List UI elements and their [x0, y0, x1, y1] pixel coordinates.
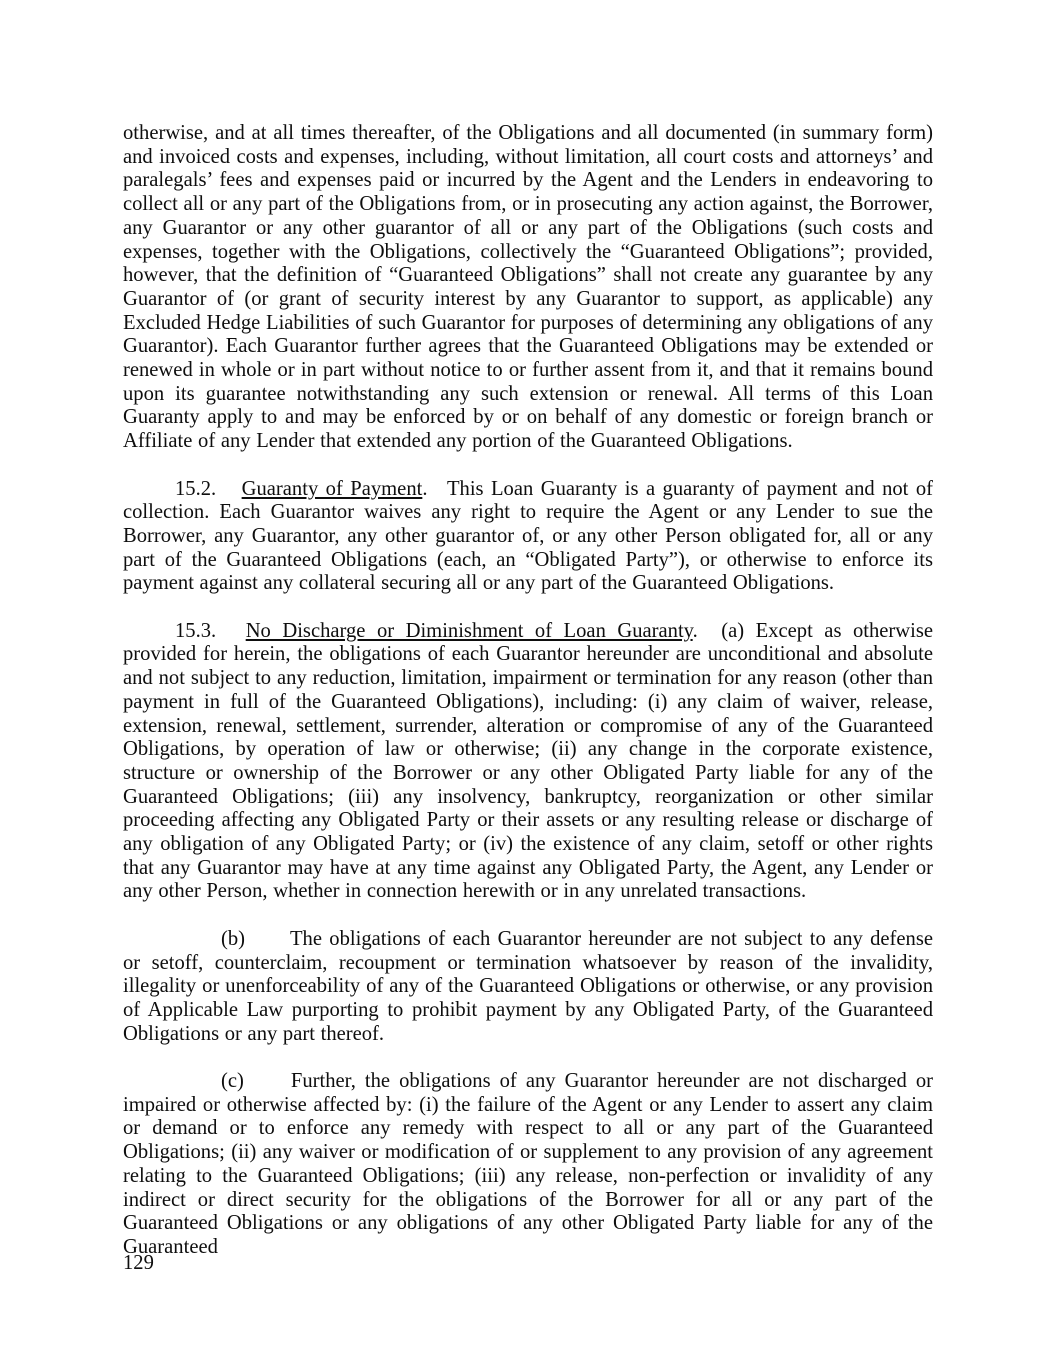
section-heading-punct: . — [422, 477, 428, 500]
section-heading-punct: . — [692, 619, 698, 642]
section-text: (a) Except as otherwise provided for herein, the obligations of each Guarantor hereunder are unconditional and absolute and not subject to any reduction, limitation, impairment or termination for any reason (other than payment in full of the Guaranteed Obligations), including: (i) any claim of waiver, release, extension, renewal, settlement, surrender, alteration or compromise of any of the Guaranteed Obligations, by operation of law or otherwise; (ii) any change in the corporate existence, structure or ownership of the Borrower or any other Obligated Party liable for any of the Guaranteed Obligations; (iii) any insolvency, bankruptcy, reorganization or other similar proceeding affecting any Obligated Party or their assets or any resulting release or discharge of any obligation of any Obligated Party; or (iv) the existence of any claim, setoff or other rights that any Guarantor may have at any time against any Obligated Party, the Agent, any Lender or any other Person, whether in connection herewith or in any unrelated transactions. — [123, 619, 934, 903]
document-page — [123, 122, 933, 1260]
subparagraph-label: (c) — [221, 1070, 244, 1093]
section-text: This Loan Guaranty is a guaranty of payment and not of collection. Each Guarantor waives any right to require the Agent or any Lender to sue the Borrower, any Guarantor, any other guarantor of, or any other Person obligated for, all or any part of the Guaranteed Obligations (each, an “Obligated Party”), or otherwise to enforce its payment against any collateral securing all or any part of the Guaranteed Obligations. — [123, 477, 933, 595]
section-number: 15.2. — [175, 477, 217, 500]
section-15-3 — [123, 620, 933, 904]
subparagraph-label: (b) — [221, 927, 246, 950]
subparagraph-text: Further, the obligations of any Guarantor hereunder are not discharged or impaired or otherwise affected by: (i) the failure of the Agent or any Lender to assert any claim or demand or to enforce any remedy with respect to all or any part of the Guaranteed Obligations; (ii) any waiver or modification of or supplement to any provision of any agreement relating to the Guaranteed Obligations; (iii) any release, non-perfection or invalidity of any indirect or direct security for the obligations of the Borrower for all or any part of the Guaranteed Obligations or any obligations of any other Obligated Party liable for any of the Guaranteed — [123, 1070, 933, 1258]
page-number: 129 — [123, 1252, 154, 1274]
continuation-paragraph — [123, 122, 933, 454]
section-number: 15.3. — [175, 619, 217, 642]
subparagraph-text: The obligations of each Guarantor hereunder are not subject to any defense or setoff, counterclaim, recoupment or termination whatsoever by reason of the invalidity, illegality or unenforceability of any of the Guaranteed Obligations or otherwise, or any provision of Applicable Law purporting to prohibit payment by any Obligated Party, of the Guaranteed Obligations or any part thereof. — [123, 927, 933, 1045]
section-heading: No Discharge or Diminishment of Loan Guaranty — [245, 619, 693, 642]
subparagraph-c — [123, 1070, 933, 1260]
section-15-2 — [123, 478, 933, 597]
paragraph-text: otherwise, and at all times thereafter, of the Obligations and all documented (in summary form) and invoiced costs and expenses, including, without limitation, all court costs and attorneys’ and paralegals’ fees and expenses paid or incurred by the Agent and the Lenders in endeavoring to collect all or any part of the Obligations from, or in prosecuting any action against, the Borrower, any Guarantor or any other guarantor of all or any part of the Obligations (such costs and expenses, together with the Obligations, collectively the “Guaranteed Obligations”; provided, however, that the definition of “Guaranteed Obligations” shall not create any guarantee by any Guarantor of (or grant of security interest by any Guarantor to support, as applicable) any Excluded Hedge Liabilities of such Guarantor for purposes of determining any obligations of any Guarantor). Each Guarantor further agrees that the Guaranteed Obligations may be extended or renewed in whole or in part without notice to or further assent from it, and that it remains bound upon its guarantee notwithstanding any such extension or renewal. All terms of this Loan Guaranty apply to and may be enforced by or on behalf of any domestic or foreign branch or Affiliate of any Lender that extended any portion of the Guaranteed Obligations. — [123, 122, 933, 453]
subparagraph-b — [123, 928, 933, 1047]
section-heading: Guaranty of Payment — [241, 477, 423, 500]
